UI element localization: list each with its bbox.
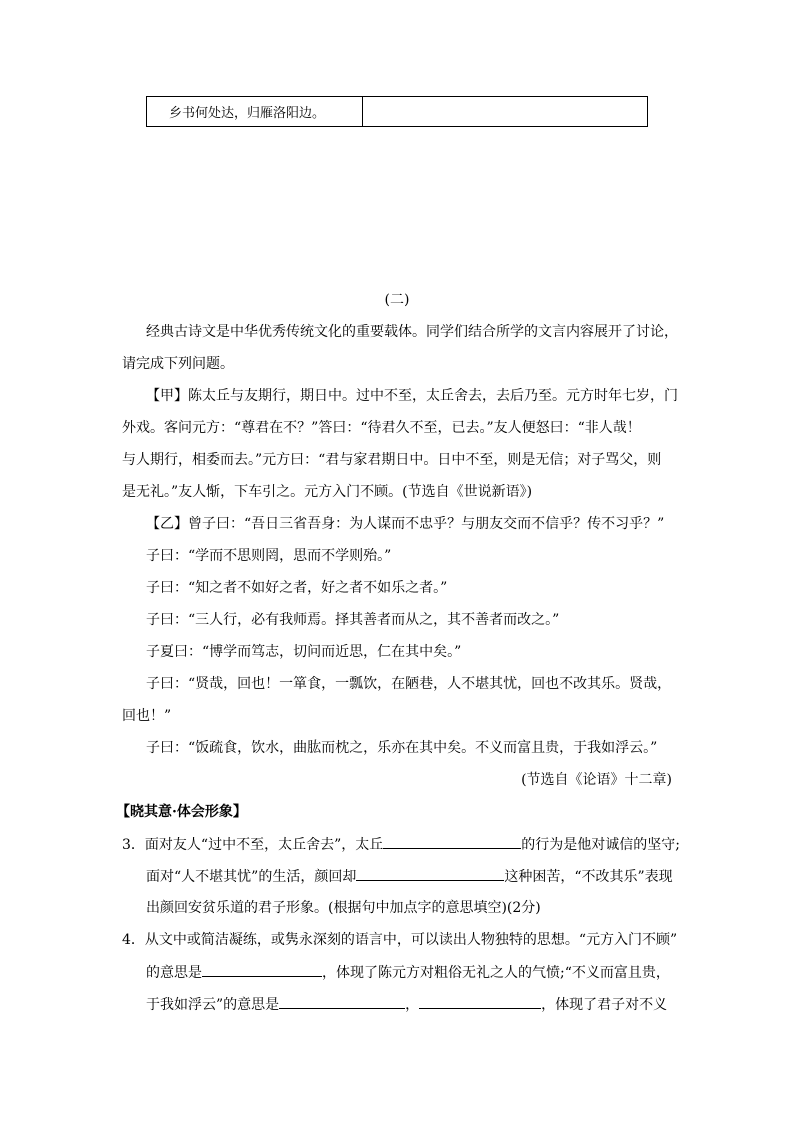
question-3-line-2 — [146, 866, 673, 887]
passage-jia-line-2: 外戏。客问元方：“尊君在不？”答曰：“待君久不至，已去。”友人便怒曰：“非人哉！ — [122, 420, 641, 436]
q3-text-d: 这种困苦，“不改其乐”表现 — [504, 869, 673, 885]
q3-answer-blank-1[interactable] — [383, 834, 521, 849]
q4-text-e: ， — [405, 997, 420, 1013]
passage-yi-line-1: 【乙】曾子曰：“吾日三省吾身：为人谋而不忠乎？与朋友交而不信乎？传不习乎？” — [146, 516, 665, 532]
q4-answer-blank-2[interactable] — [279, 994, 405, 1009]
passage-yi-line-6: 子曰：“贤哉，回也！一箪食，一瓢饮，在陋巷，人不堪其忧，回也不改其乐。贤哉， — [146, 676, 672, 692]
question-3-line-3: 出颜回安贫乐道的君子形象。(根据句中加点字的意思填空)(2分) — [146, 900, 541, 916]
question-4-line-1: 4．从文中或简洁凝练，或隽永深刻的语言中，可以读出人物独特的思想。“元方入门不顾” — [122, 932, 678, 948]
q4-answer-blank-3[interactable] — [419, 994, 541, 1009]
passage-yi-line-5: 子夏曰：“博学而笃志，切问而近思，仁在其中矣。” — [146, 644, 462, 660]
q3-text-c: 面对“人不堪其忧”的生活，颜回却 — [146, 869, 357, 885]
q4-text-c: ，体现了陈元方对粗俗无礼之人的气愤;“不义而富且贵， — [322, 965, 670, 981]
passage-yi-line-8: 子曰：“饭疏食，饮水，曲肱而枕之，乐亦在其中矣。不义而富且贵，于我如浮云。” — [146, 740, 658, 756]
question-4-line-3 — [146, 994, 667, 1015]
passage-yi-line-7: 回也！” — [122, 708, 172, 724]
table-cell-left: 乡书何处达，归雁洛阳边。 — [147, 97, 363, 126]
passage-jia-line-1: 【甲】陈太丘与友期行，期日中。过中不至，太丘舍去，去后乃至。元方时年七岁，门 — [146, 388, 678, 404]
q3-text-a: 3．面对友人“过中不至，太丘舍去”，太丘 — [122, 837, 384, 853]
passage-jia-line-4: 是无礼。”友人惭，下车引之。元方入门不顾。(节选自《世说新语》) — [122, 484, 533, 500]
passage-yi-line-4: 子曰：“三人行，必有我师焉。择其善者而从之，其不善者而改之。” — [146, 612, 560, 628]
table-cell-right — [363, 97, 647, 126]
q3-text-b: 的行为是他对诚信的坚守; — [521, 837, 680, 853]
section-title: (二) — [384, 292, 410, 308]
intro-line-2: 请完成下列问题。 — [122, 356, 234, 372]
poem-table — [146, 96, 648, 127]
q4-text-f: ，体现了君子对不义 — [541, 997, 668, 1013]
q4-text-b: 的意思是 — [146, 965, 202, 981]
passage-jia-line-3: 与人期行，相委而去。”元方曰：“君与家君期日中。日中不至，则是无信；对子骂父，则 — [122, 452, 662, 468]
passage-yi-source: (节选自《论语》十二章) — [521, 772, 672, 788]
section-heading: 【晓其意·体会形象】 — [116, 804, 247, 820]
question-4-line-2 — [146, 962, 670, 983]
q4-answer-blank-1[interactable] — [202, 962, 322, 977]
question-3-line-1 — [122, 834, 680, 855]
intro-line-1: 经典古诗文是中华优秀传统文化的重要载体。同学们结合所学的文言内容展开了讨论， — [146, 324, 678, 340]
q4-text-d: 于我如浮云”的意思是 — [146, 997, 280, 1013]
passage-yi-line-2: 子曰：“学而不思则罔，思而不学则殆。” — [146, 548, 392, 564]
passage-yi-line-3: 子曰：“知之者不如好之者，好之者不如乐之者。” — [146, 580, 448, 596]
q3-answer-blank-2[interactable] — [356, 866, 504, 881]
